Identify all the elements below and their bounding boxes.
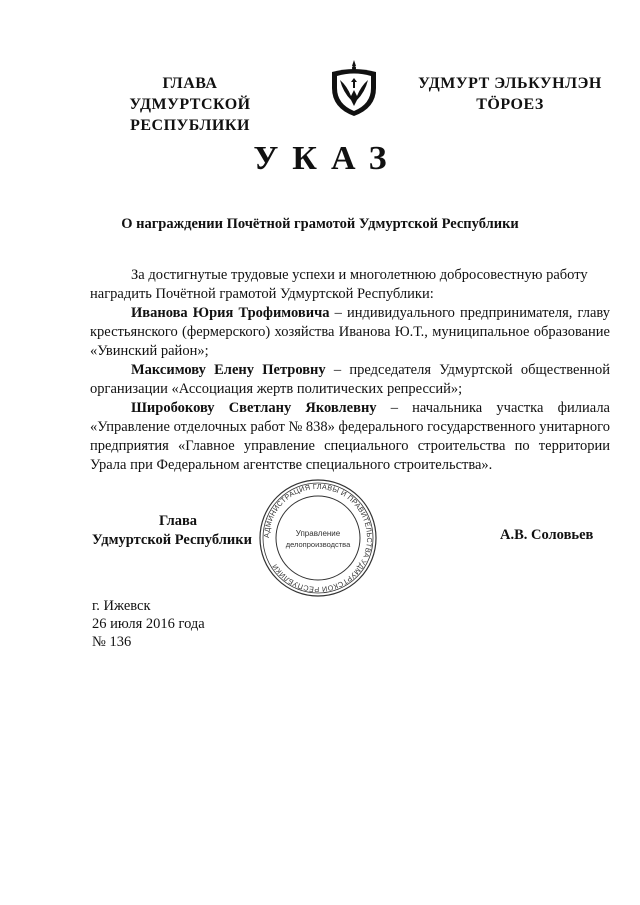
- document-footer: [92, 597, 312, 651]
- footer-date: 26 июля 2016 года: [92, 616, 205, 632]
- awardee-1: [90, 304, 610, 361]
- awardee-3: [90, 399, 610, 475]
- coat-of-arms-icon: [327, 58, 381, 118]
- header-left-line1: ГЛАВА: [162, 75, 218, 92]
- footer-place: г. Ижевск: [92, 598, 151, 614]
- intro-line2: наградить Почётной грамотой Удмуртской Республики:: [90, 286, 434, 302]
- awardee-2-text: – председателя Удмуртской общественной организации «Ассоциация жертв политических репрессий»;: [90, 362, 610, 397]
- document-body: [90, 266, 610, 475]
- signature-title-line1: Глава: [159, 513, 198, 529]
- awardee-1-text: – индивидуального предпринимателя, главу крестьянского (фермерского) хозяйства Иванова Ю.Т., муниципальное образование «Увинский район»;: [90, 305, 610, 359]
- awardee-3-text: – начальника участка филиала «Управление отделочных работ № 838» федерального государственного унитарного предприятия «Главное управление специального строительства по территории Урала при Федеральном агентстве специального строительства».: [90, 400, 611, 473]
- official-stamp: [256, 476, 380, 600]
- awardee-3-name: Широбокову Светлану Яковлевну: [131, 400, 377, 416]
- awardee-1-name: Иванова Юрия Трофимовича: [131, 305, 330, 321]
- awardee-2-name: Максимову Елену Петровну: [131, 362, 326, 378]
- intro-line1: За достигнутые трудовые успехи и многолетнюю добросовестную работу: [131, 267, 588, 283]
- footer-number: № 136: [92, 634, 132, 650]
- document-title: УКАЗ: [253, 140, 401, 177]
- signature-name: А.В. Соловьев: [500, 527, 594, 543]
- svg-text:АДМИНИСТРАЦИЯ ГЛАВЫ И ПРАВИТЕЛ: [262, 482, 374, 594]
- stamp-center-line2: делопроизводства: [285, 540, 351, 549]
- header-left: [70, 73, 310, 136]
- header-left-line2: УДМУРТСКОЙ РЕСПУБЛИКИ: [129, 96, 251, 134]
- header-right: [400, 73, 620, 115]
- header-right-line1: УДМУРТ ЭЛЬКУНЛЭН: [418, 75, 602, 92]
- signature-title-line2: Удмуртской Республики: [92, 532, 252, 548]
- awardee-2: [90, 361, 610, 399]
- header-right-line2: ТӦРОЕЗ: [476, 96, 544, 113]
- document-subject: О награждении Почётной грамотой Удмуртской Республики: [121, 216, 519, 232]
- stamp-ring-text: АДМИНИСТРАЦИЯ ГЛАВЫ И ПРАВИТЕЛЬСТВА УДМУРТСКОЙ РЕСПУБЛИКИ: [261, 481, 375, 595]
- stamp-center-line1: Управление: [295, 529, 341, 538]
